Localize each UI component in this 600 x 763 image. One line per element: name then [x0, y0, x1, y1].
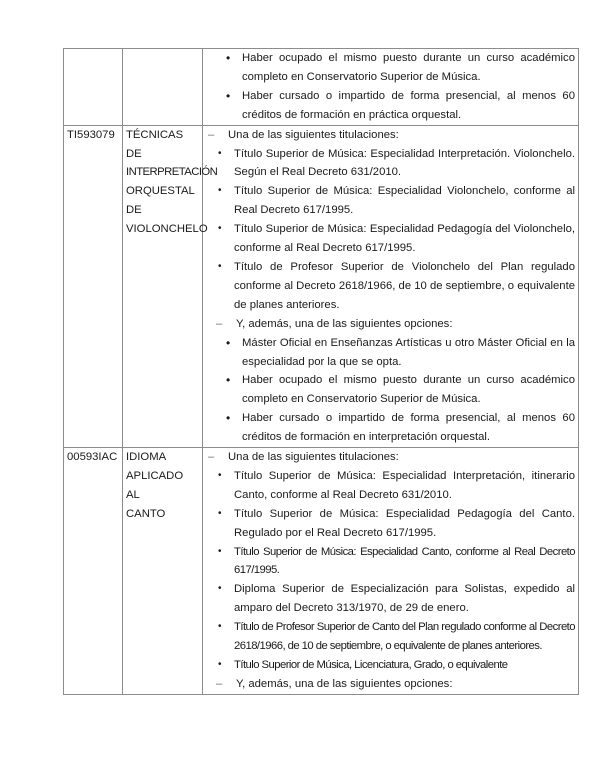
list-item: • Haber cursado o impartido de forma presencial, al menos 60 créditos de formación en práctica orquestal.	[226, 88, 575, 121]
bullet-icon: •	[226, 335, 231, 350]
bullet-icon: •	[226, 51, 231, 65]
code-cell	[64, 49, 123, 126]
bullet-icon: •	[218, 260, 222, 272]
subject-name-cell: TÉCNICAS DE INTERPRETACIÓN ORQUESTAL DE VIOLONCHELO	[123, 125, 203, 447]
subject-name-cell: IDIOMA APLICADO AL CANTO	[123, 448, 203, 695]
bullet-icon: •	[218, 507, 222, 519]
list-item: • Título de Profesor Superior de Canto del Plan regulado conforme al Decreto 2618/1966, de 10 de septiembre, o equivalente de planes anteriores.	[234, 618, 575, 656]
section-intro: – Y, además, una de las siguientes opciones:	[206, 675, 575, 694]
list-item: • Título de Profesor Superior de Violonchelo del Plan regulado conforme al Decreto 2618/1966, de 10 de septiembre, o equivalente de planes anteriores.	[234, 258, 575, 315]
table-row	[64, 125, 579, 447]
code-cell: 00593IAC	[64, 448, 123, 695]
bullet-icon: •	[226, 88, 231, 103]
table-row	[64, 448, 579, 695]
bullet-icon: •	[218, 583, 222, 595]
dash-icon: –	[216, 677, 223, 690]
section-intro: – Una de las siguientes titulaciones:	[206, 126, 575, 145]
requirements-table	[63, 48, 579, 695]
list-item: • Título Superior de Música: Especialidad Pedagogía del Canto. Regulado por el Real Decreto 617/1995.	[234, 505, 575, 543]
bullet-icon: •	[218, 659, 221, 670]
requirements-cell	[203, 49, 579, 126]
bullet-icon: •	[226, 373, 231, 388]
code-cell: TI593079	[64, 125, 123, 447]
bullet-icon: •	[218, 621, 221, 633]
bullet-icon: •	[218, 147, 222, 159]
section-intro: – Y, además, una de las siguientes opciones:	[206, 315, 575, 334]
list-item: • Máster Oficial en Enseñanzas Artísticas u otro Máster Oficial en la especialidad por la que se opta.	[226, 335, 575, 368]
subject-name-cell	[123, 49, 203, 126]
bullet-list	[206, 467, 575, 675]
requirements-cell	[203, 125, 579, 447]
bullet-icon: •	[218, 469, 222, 481]
bullet-icon: •	[218, 545, 221, 557]
list-item: • Haber ocupado el mismo puesto durante un curso académico completo en Conservatorio Superior de Música.	[226, 373, 575, 406]
bullet-icon: •	[218, 185, 222, 197]
bullet-icon: •	[218, 223, 222, 235]
list-item: • Diploma Superior de Especialización para Solistas, expedido al amparo del Decreto 313/1970, de 29 de enero.	[234, 580, 575, 618]
dash-icon: –	[216, 317, 223, 330]
bullet-list	[206, 145, 575, 315]
bullet-icon: •	[226, 411, 231, 426]
list-item: • Título Superior de Música: Especialidad Pedagogía del Violonchelo, conforme al Real Decreto 617/1995.	[234, 220, 575, 258]
bullet-list	[206, 49, 575, 125]
list-item: • Título Superior de Música: Especialidad Violonchelo, conforme al Real Decreto 617/1995.	[234, 182, 575, 220]
section-intro: – Una de las siguientes titulaciones:	[206, 448, 575, 467]
list-item: • Título Superior de Música: Especialidad Interpretación. Violonchelo. Según el Real Decreto 631/2010.	[234, 145, 575, 183]
list-item: • Título Superior de Música: Especialidad Interpretación, itinerario Canto, conforme al Real Decreto 631/2010.	[234, 467, 575, 505]
table-row	[64, 49, 579, 126]
list-item: • Haber ocupado el mismo puesto durante un curso académico completo en Conservatorio Superior de Música.	[226, 51, 575, 83]
list-item: • Título Superior de Música, Licenciatura, Grado, o equivalente	[234, 656, 575, 675]
list-item: • Haber cursado o impartido de forma presencial, al menos 60 créditos de formación en interpretación orquestal.	[226, 411, 575, 444]
requirements-cell	[203, 448, 579, 695]
bullet-list	[206, 334, 575, 447]
list-item: • Título Superior de Música: Especialidad Canto, conforme al Real Decreto 617/1995.	[234, 543, 575, 581]
dash-icon: –	[208, 128, 215, 141]
dash-icon: –	[208, 451, 215, 464]
